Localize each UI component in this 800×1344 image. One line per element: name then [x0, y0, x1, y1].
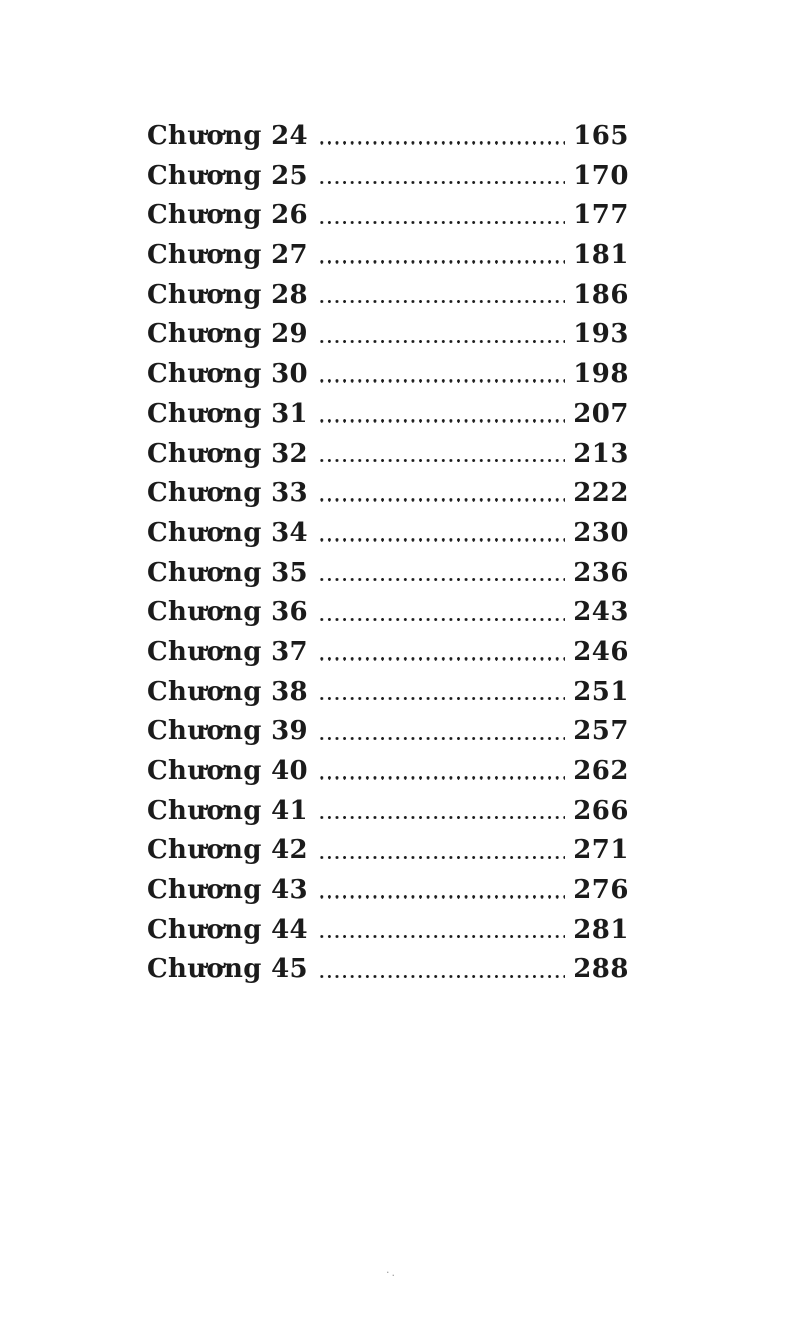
toc-entry-label: Chương 37: [147, 636, 308, 667]
dot-leader: [318, 856, 565, 859]
dot-leader: [318, 618, 565, 621]
toc-entry: [147, 196, 629, 236]
toc-entry-label: Chương 35: [147, 557, 308, 588]
toc-entry-page: 243: [573, 597, 629, 628]
dot-leader: [318, 697, 565, 700]
toc-entry: [147, 752, 629, 792]
toc-entry-label: Chương 31: [147, 398, 308, 429]
toc-entry-page: 271: [573, 835, 629, 866]
toc-entry: [147, 712, 629, 752]
toc-entry-label: Chương 42: [147, 835, 308, 866]
toc-entry-page: 181: [573, 240, 629, 271]
toc-entry: [147, 395, 629, 435]
dot-leader: [318, 221, 565, 224]
dot-leader: [318, 459, 565, 462]
dot-leader: [318, 895, 565, 898]
toc-entry-page: 251: [573, 676, 629, 707]
toc-entry: [147, 157, 629, 197]
toc-entry-page: 236: [573, 557, 629, 588]
toc-entry: [147, 593, 629, 633]
toc-entry-label: Chương 30: [147, 359, 308, 390]
dot-leader: [318, 657, 565, 660]
scan-artifact-speck: ·.: [386, 1266, 397, 1279]
toc-entry-page: 257: [573, 716, 629, 747]
dot-leader: [318, 935, 565, 938]
toc-entry-label: Chương 26: [147, 200, 308, 231]
toc-entry-page: 165: [573, 121, 629, 151]
toc-entry-label: Chương 32: [147, 438, 308, 469]
toc-entry-page: 262: [573, 756, 629, 786]
toc-entry: [147, 554, 629, 594]
toc-entry-page: 288: [573, 954, 629, 985]
toc-entry: [147, 276, 629, 316]
toc-entry-page: 276: [573, 875, 629, 906]
toc-entry-label: Chương 36: [147, 597, 308, 628]
toc-entry: [147, 911, 629, 951]
toc-entry-page: 170: [573, 160, 629, 191]
toc-entry: [147, 950, 629, 990]
toc-entry-label: Chương 24: [147, 121, 308, 151]
toc-list: [147, 117, 629, 990]
toc-entry: [147, 435, 629, 475]
toc-entry-label: Chương 27: [147, 240, 308, 271]
dot-leader: [318, 578, 565, 581]
dot-leader: [318, 300, 565, 303]
dot-leader: [318, 181, 565, 184]
toc-entry-label: Chương 29: [147, 319, 308, 350]
toc-entry-label: Chương 43: [147, 875, 308, 906]
toc-entry: [147, 831, 629, 871]
toc-entry-page: 230: [573, 517, 629, 548]
toc-entry-label: Chương 45: [147, 954, 308, 985]
toc-entry: [147, 117, 629, 157]
dot-leader: [318, 340, 565, 343]
toc-entry-page: 198: [573, 359, 629, 390]
toc-entry-label: Chương 40: [147, 756, 308, 786]
toc-entry-label: Chương 39: [147, 716, 308, 747]
toc-entry-page: 222: [573, 478, 629, 509]
toc-entry: [147, 633, 629, 673]
toc-entry-label: Chương 25: [147, 160, 308, 191]
toc-entry-page: 177: [573, 200, 629, 231]
toc-entry-page: 193: [573, 319, 629, 350]
dot-leader: [318, 975, 565, 978]
dot-leader: [318, 816, 565, 819]
toc-entry-label: Chương 33: [147, 478, 308, 509]
toc-entry: [147, 474, 629, 514]
toc-entry-page: 266: [573, 795, 629, 826]
dot-leader: [318, 260, 565, 263]
toc-entry: [147, 514, 629, 554]
toc-entry: [147, 792, 629, 832]
toc-entry: [147, 315, 629, 355]
toc-entry-page: 246: [573, 636, 629, 667]
toc-entry: [147, 236, 629, 276]
toc-entry-label: Chương 41: [147, 795, 308, 826]
toc-entry: [147, 871, 629, 911]
toc-entry-label: Chương 28: [147, 279, 308, 310]
toc-entry-label: Chương 44: [147, 914, 308, 945]
toc-entry-page: 281: [573, 914, 629, 945]
toc-entry: [147, 673, 629, 713]
dot-leader: [318, 379, 565, 382]
toc-entry-page: 207: [573, 398, 629, 429]
dot-leader: [318, 737, 565, 740]
dot-leader: [318, 419, 565, 422]
dot-leader: [318, 498, 565, 501]
dot-leader: [318, 538, 565, 541]
toc-entry-label: Chương 34: [147, 517, 308, 548]
toc-entry-label: Chương 38: [147, 676, 308, 707]
toc-entry: [147, 355, 629, 395]
dot-leader: [318, 141, 565, 144]
dot-leader: [318, 776, 565, 779]
toc-entry-page: 186: [573, 279, 629, 310]
toc-entry-page: 213: [573, 438, 629, 469]
